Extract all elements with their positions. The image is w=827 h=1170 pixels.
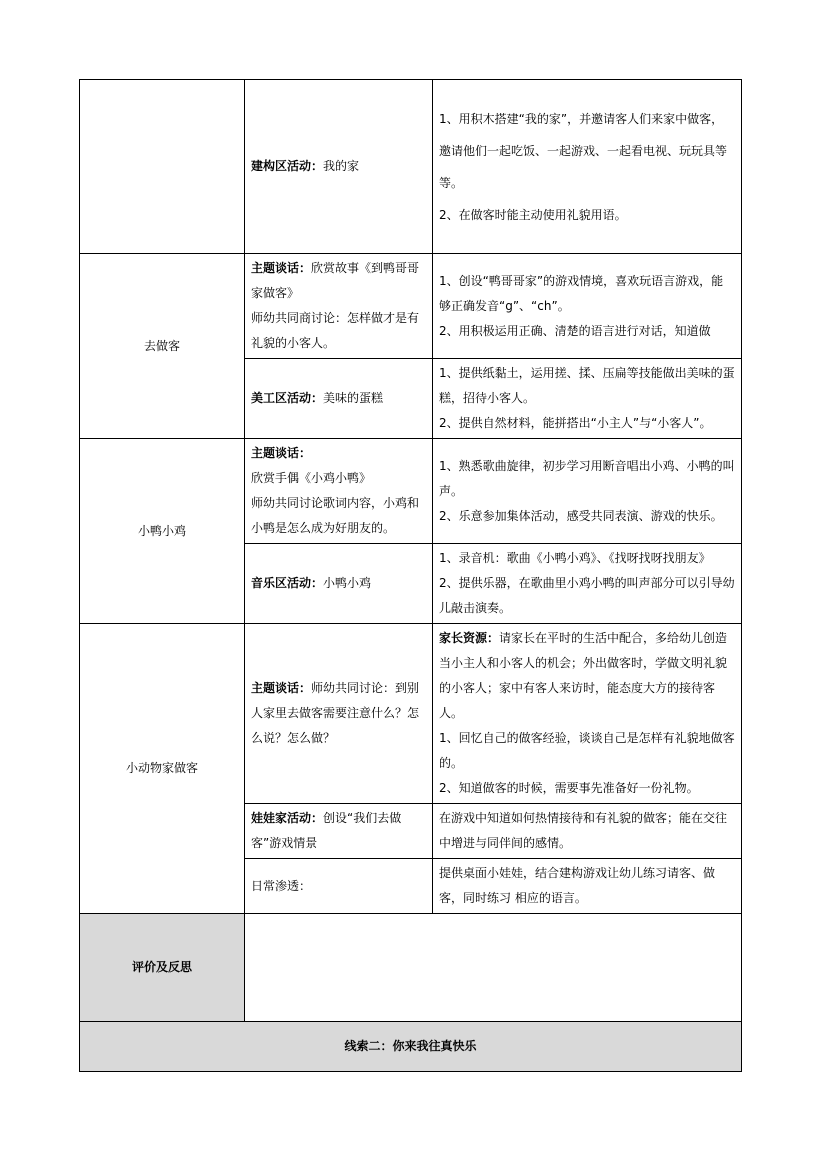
talk-label: 主题谈话：: [251, 446, 312, 460]
activity-label: 建构区活动：: [251, 159, 324, 173]
goal-line: 1、回忆自己的做客经验，谈谈自己是怎样有礼貌地做客的。: [439, 731, 735, 770]
goal-line: 2、提供乐器，在歌曲里小鸡小鸭的叫声部分可以引导幼儿敲击演奏。: [439, 576, 735, 615]
goals-cell: [433, 439, 742, 544]
talk-label: 主题谈话：: [251, 681, 312, 695]
goal-line: 1、熟悉歌曲旋律，初步学习用断音唱出小鸡、小鸭的叫声。: [439, 458, 735, 498]
goals-cell: [433, 80, 742, 254]
activity-cell: 日常渗透：: [245, 859, 433, 914]
table-row: [80, 439, 742, 544]
reflection-content-cell: [245, 914, 742, 1022]
goals-cell: [433, 254, 742, 359]
talk-label: 主题谈话：: [251, 261, 312, 275]
art-text: 美味的蛋糕: [323, 391, 384, 405]
goal-line: 等。: [439, 175, 464, 190]
activity-cell: [245, 80, 433, 254]
activity-cell: [245, 254, 433, 359]
table-row: [80, 624, 742, 804]
goal-line: 2、乐意参加集体活动，感受共同表演、游戏的快乐。: [439, 508, 723, 523]
parent-text: 请家长在平时的生活中配合，多给幼儿创造当小主人和小客人的机会；外出做客时，学做文明礼貌的小客人；家中有客人来访时，能态度大方的接待客人。: [439, 631, 728, 720]
reflection-label-cell: [80, 914, 245, 1022]
activity-cell: [245, 544, 433, 624]
activity-line: 师幼共同商讨论：怎样做才是有礼貌的小客人。: [251, 311, 420, 350]
goal-line: 2、知道做客的时候，需要事先准备好一份礼物。: [439, 781, 699, 795]
music-text: 小鸭小鸡: [323, 576, 372, 590]
activity-cell: [245, 804, 433, 859]
activity-cell: [245, 439, 433, 544]
goal-line: 2、用积极运用正确、清楚的语言进行对话，知道做: [439, 323, 711, 338]
goals-cell: 提供桌面小娃娃，结合建构游戏让幼儿练习请客、做客，同时练习 相应的语言。: [433, 859, 742, 914]
theme-cell: 去做客: [80, 254, 245, 439]
parent-label: 家长资源：: [439, 631, 500, 645]
activity-line: [251, 441, 426, 491]
art-label: 美工区活动：: [251, 391, 324, 405]
activity-plan-table: [79, 79, 742, 1072]
goal-line: 1、用积木搭建“我的家”，并邀请客人们来家中做客，: [439, 111, 724, 126]
goal-line: 2、在做客时能主动使用礼貌用语。: [439, 207, 627, 222]
table-row: [80, 254, 742, 359]
goal-line: 1、创设“鸭哥哥家”的游戏情境，喜欢玩语言游戏，能够正确发音“g”、“ch”。: [439, 273, 724, 313]
table-row: [80, 914, 742, 1022]
goals-cell: [433, 544, 742, 624]
theme-cell: 小动物家做客: [80, 624, 245, 914]
goal-line: [439, 626, 735, 726]
goals-cell: 在游戏中知道如何热情接待和有礼貌的做客；能在交往中增进与同伴间的感情。: [433, 804, 742, 859]
talk-text: 欣赏手偶《小鸡小鸭》: [251, 471, 372, 485]
table-row: [80, 1022, 742, 1072]
doll-label: 娃娃家活动：: [251, 811, 324, 825]
activity-cell: [245, 624, 433, 804]
talk-text: 欣赏故事《到鸭哥哥家做客》: [251, 261, 420, 300]
goal-line: 1、录音机：歌曲《小鸭小鸡》、《找呀找呀找朋友》: [439, 551, 711, 565]
goal-line: 邀请他们一起吃饭、一起游戏、一起看电视、玩玩具等: [439, 143, 728, 158]
doll-text: 创设“我们去做客”游戏情景: [251, 811, 402, 850]
goal-line: 2、提供自然材料，能拼搭出“小主人”与“小客人”。: [439, 416, 712, 430]
activity-line: [251, 256, 426, 306]
music-label: 音乐区活动：: [251, 576, 324, 590]
goal-line: 1、提供纸黏土，运用搓、揉、压扁等技能做出美味的蛋糕，招待小客人。: [439, 366, 735, 405]
talk-text: 师幼共同讨论：到别人家里去做客需要注意什么？怎么说？怎么做？: [251, 681, 420, 745]
table-row: [80, 80, 742, 254]
activity-line: 师幼共同讨论歌词内容，小鸡和小鸭是怎么成为好朋友的。: [251, 496, 420, 535]
section-banner: 线索二：你来我往真快乐: [80, 1022, 742, 1072]
goals-cell: [433, 359, 742, 439]
theme-cell-empty: [80, 80, 245, 254]
theme-cell: 小鸭小鸡: [80, 439, 245, 624]
goals-cell: [433, 624, 742, 804]
activity-cell: [245, 359, 433, 439]
activity-text: 我的家: [323, 159, 360, 173]
reflection-label: 评价及反思: [131, 960, 192, 974]
